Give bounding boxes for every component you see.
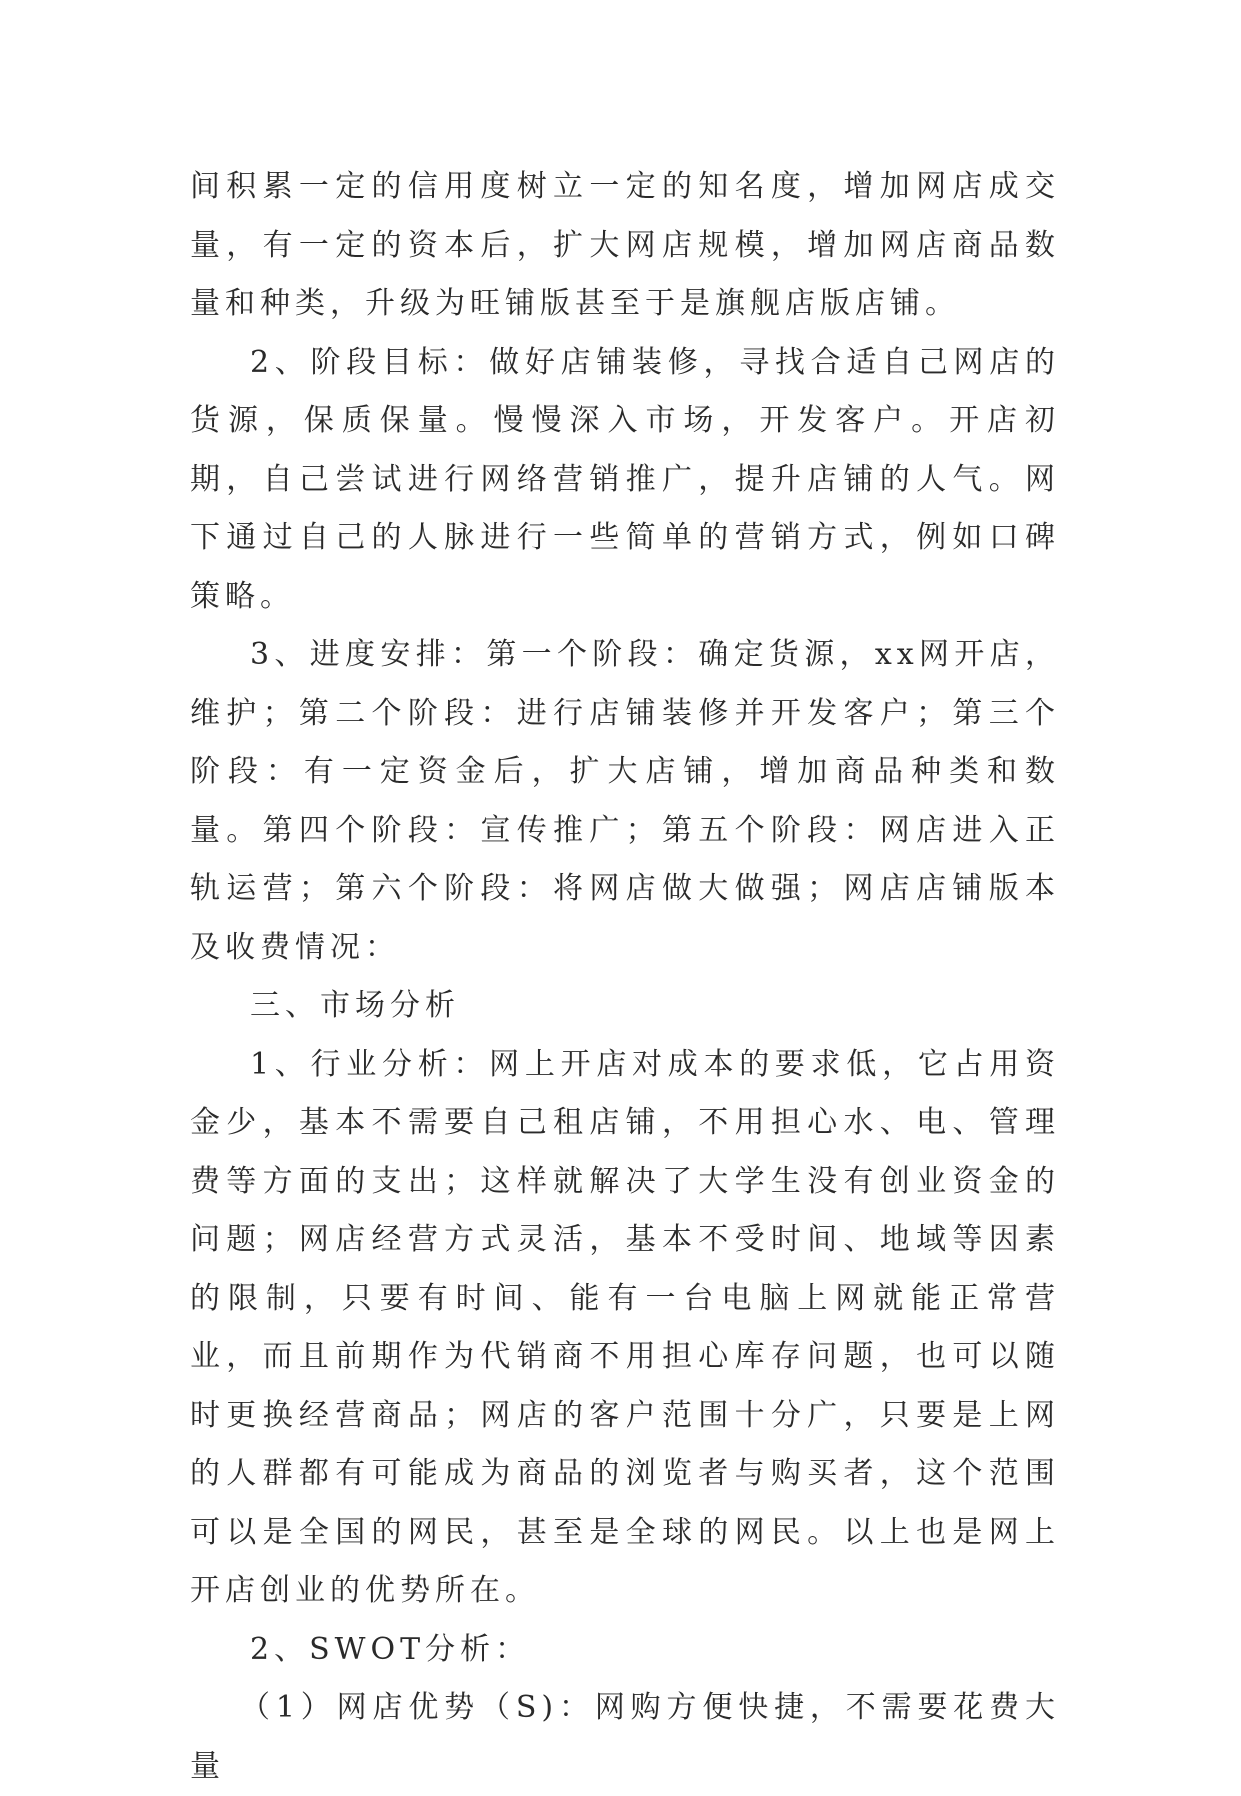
section-heading-market-analysis: 三、市场分析 xyxy=(250,988,460,1023)
paragraph-swot-strengths: （1）网店优势（S)：网购方便快捷，不需要花费大量 xyxy=(190,1690,1060,1784)
paragraph-industry-analysis: 1、行业分析：网上开店对成本的要求低，它占用资金少，基本不需要自己租店铺，不用担心水、电、管理费等方面的支出；这样就解决了大学生没有创业资金的问题；网店经营方式灵活，基本不受时间、地域等因素的限制，只要有时间、能有一台电脑上网就能正常营业，而且前期作为代销商不用担心库存问题，也可以随时更换经营商品；网店的客户范围十分广，只要是上网的人群都有可能成为商品的浏览者与购买者，这个范围可以是全国的网民，甚至是全球的网民。以上也是网上开店创业的优势所在。 xyxy=(190,1046,1060,1608)
paragraph-continuation: 间积累一定的信用度树立一定的知名度，增加网店成交量，有一定的资本后，扩大网店规模，增加网店商品数量和种类，升级为旺铺版甚至于是旗舰店版店铺。 xyxy=(190,169,1060,321)
paragraph-swot-heading: 2、SWOT分析： xyxy=(250,1631,531,1667)
paragraph-stage-goals: 2、阶段目标：做好店铺装修，寻找合适自己网店的货源，保质保量。慢慢深入市场，开发客户。开店初期，自己尝试进行网络营销推广，提升店铺的人气。网下通过自己的人脉进行一些简单的营销方式，例如口碑策略。 xyxy=(190,344,1060,614)
paragraph-schedule: 3、进度安排：第一个阶段：确定货源，xx网开店，维护；第二个阶段：进行店铺装修并开发客户；第三个阶段：有一定资金后，扩大店铺，增加商品种类和数量。第四个阶段：宣传推广；第五个阶段：网店进入正轨运营；第六个阶段：将网店做大做强；网店店铺版本及收费情况： xyxy=(190,637,1060,965)
document-body xyxy=(190,158,1060,1796)
